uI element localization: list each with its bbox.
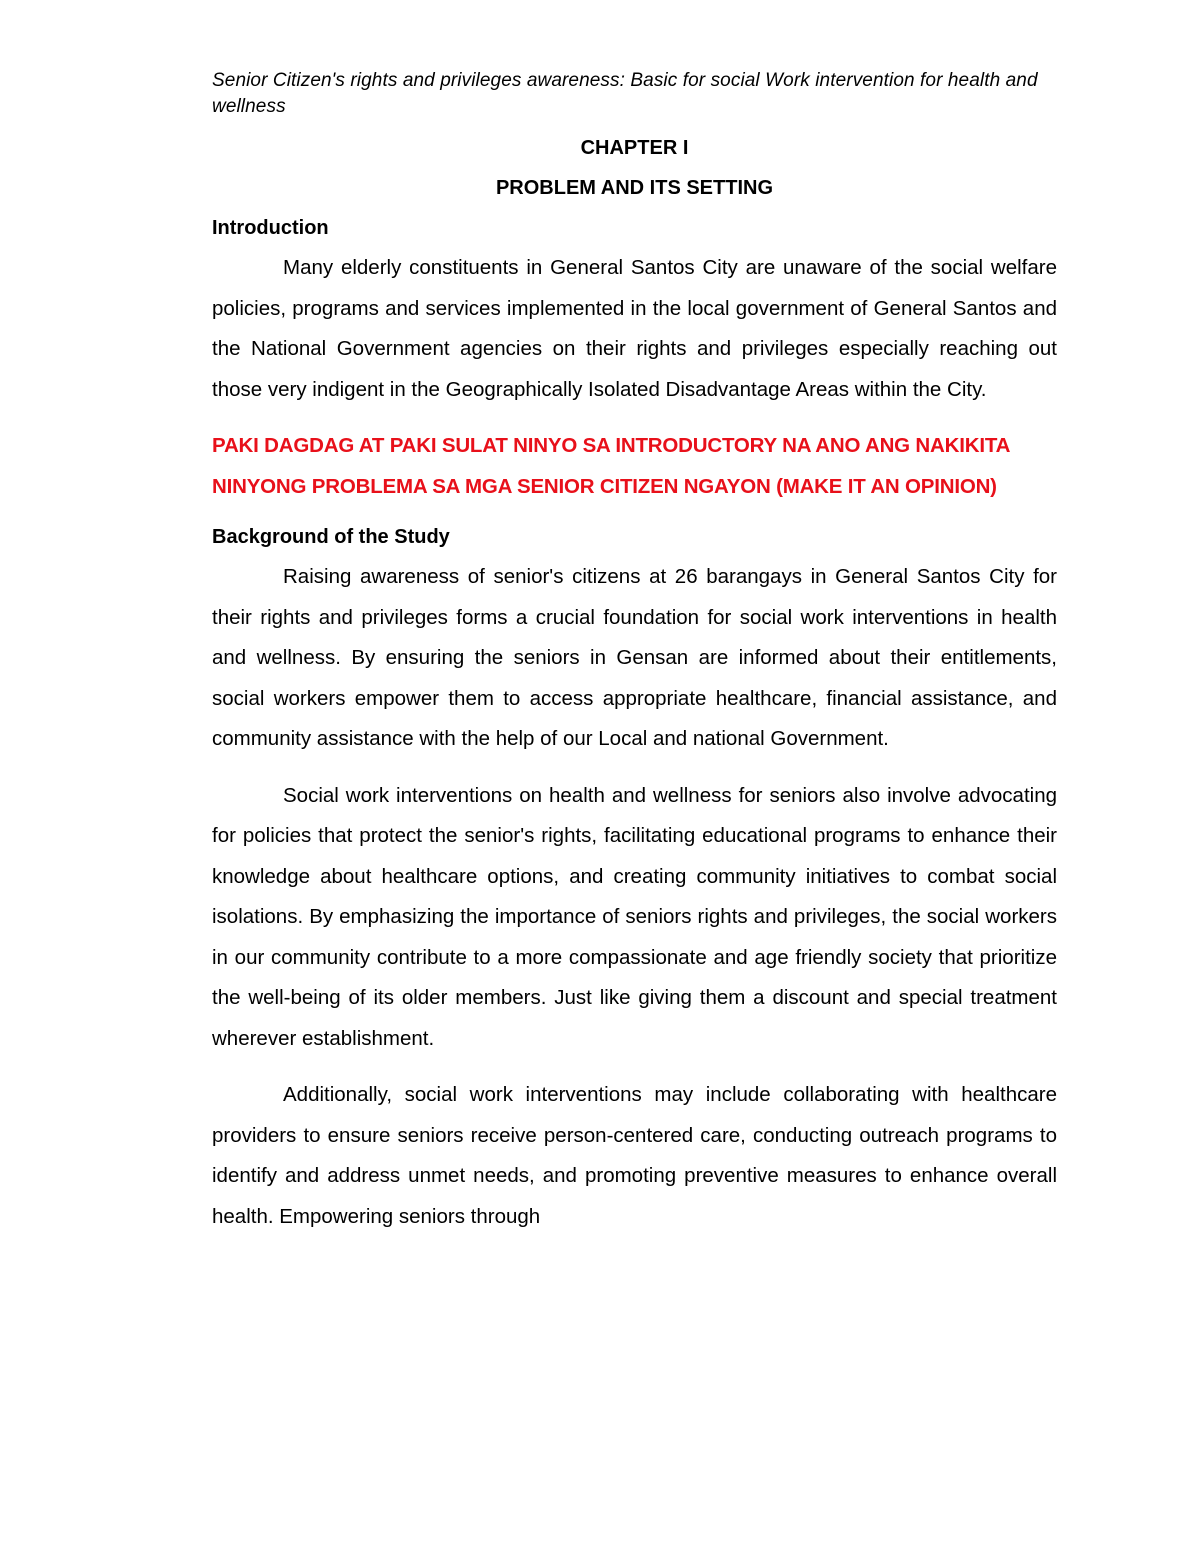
- instruction-note: PAKI DAGDAG AT PAKI SULAT NINYO SA INTRODUCTORY NA ANO ANG NAKIKITA NINYONG PROBLEMA SA MGA SENIOR CITIZEN NGAYON (MAKE IT AN OPINION): [212, 434, 1010, 498]
- background-heading: Background of the Study: [212, 526, 450, 548]
- introduction-heading: Introduction: [212, 217, 329, 239]
- background-paragraph-2: Social work interventions on health and wellness for seniors also involve advocating for policies that protect the senior's rights, facilitating educational programs to enhance their knowledge about healthcare options, and creating community initiatives to combat social isolations. By emphasizing the importance of seniors rights and privileges, the social workers in our community contribute to a more compassionate and age friendly society that prioritize the well-being of its older members. Just like giving them a discount and special treatment wherever establishment.: [212, 783, 1057, 1050]
- chapter-number: CHAPTER I: [580, 137, 689, 159]
- background-paragraph-1: Raising awareness of senior's citizens at 26 barangays in General Santos City for their rights and privileges forms a crucial foundation for social work interventions in health and wellness. By ensuring the seniors in Gensan are informed about their entitlements, social workers empower them to access appropriate healthcare, financial assistance, and community assistance with the help of our Local and national Government.: [212, 565, 1057, 750]
- running-header: Senior Citizen's rights and privileges awareness: Basic for social Work intervention for health and wellness: [212, 70, 1038, 117]
- introduction-paragraph: Many elderly constituents in General Santos City are unaware of the social welfare policies, programs and services implemented in the local government of General Santos and the National Government agencies on their rights and privileges especially reaching out those very indigent in the Geographically Isolated Disadvantage Areas within the City.: [212, 256, 1057, 401]
- background-paragraph-3: Additionally, social work interventions may include collaborating with healthcare providers to ensure seniors receive person-centered care, conducting outreach programs to identify and address unmet needs, and promoting preventive measures to enhance overall health. Empowering seniors through: [212, 1083, 1057, 1228]
- document-page: [212, 68, 1057, 1237]
- chapter-title: PROBLEM AND ITS SETTING: [495, 177, 774, 199]
